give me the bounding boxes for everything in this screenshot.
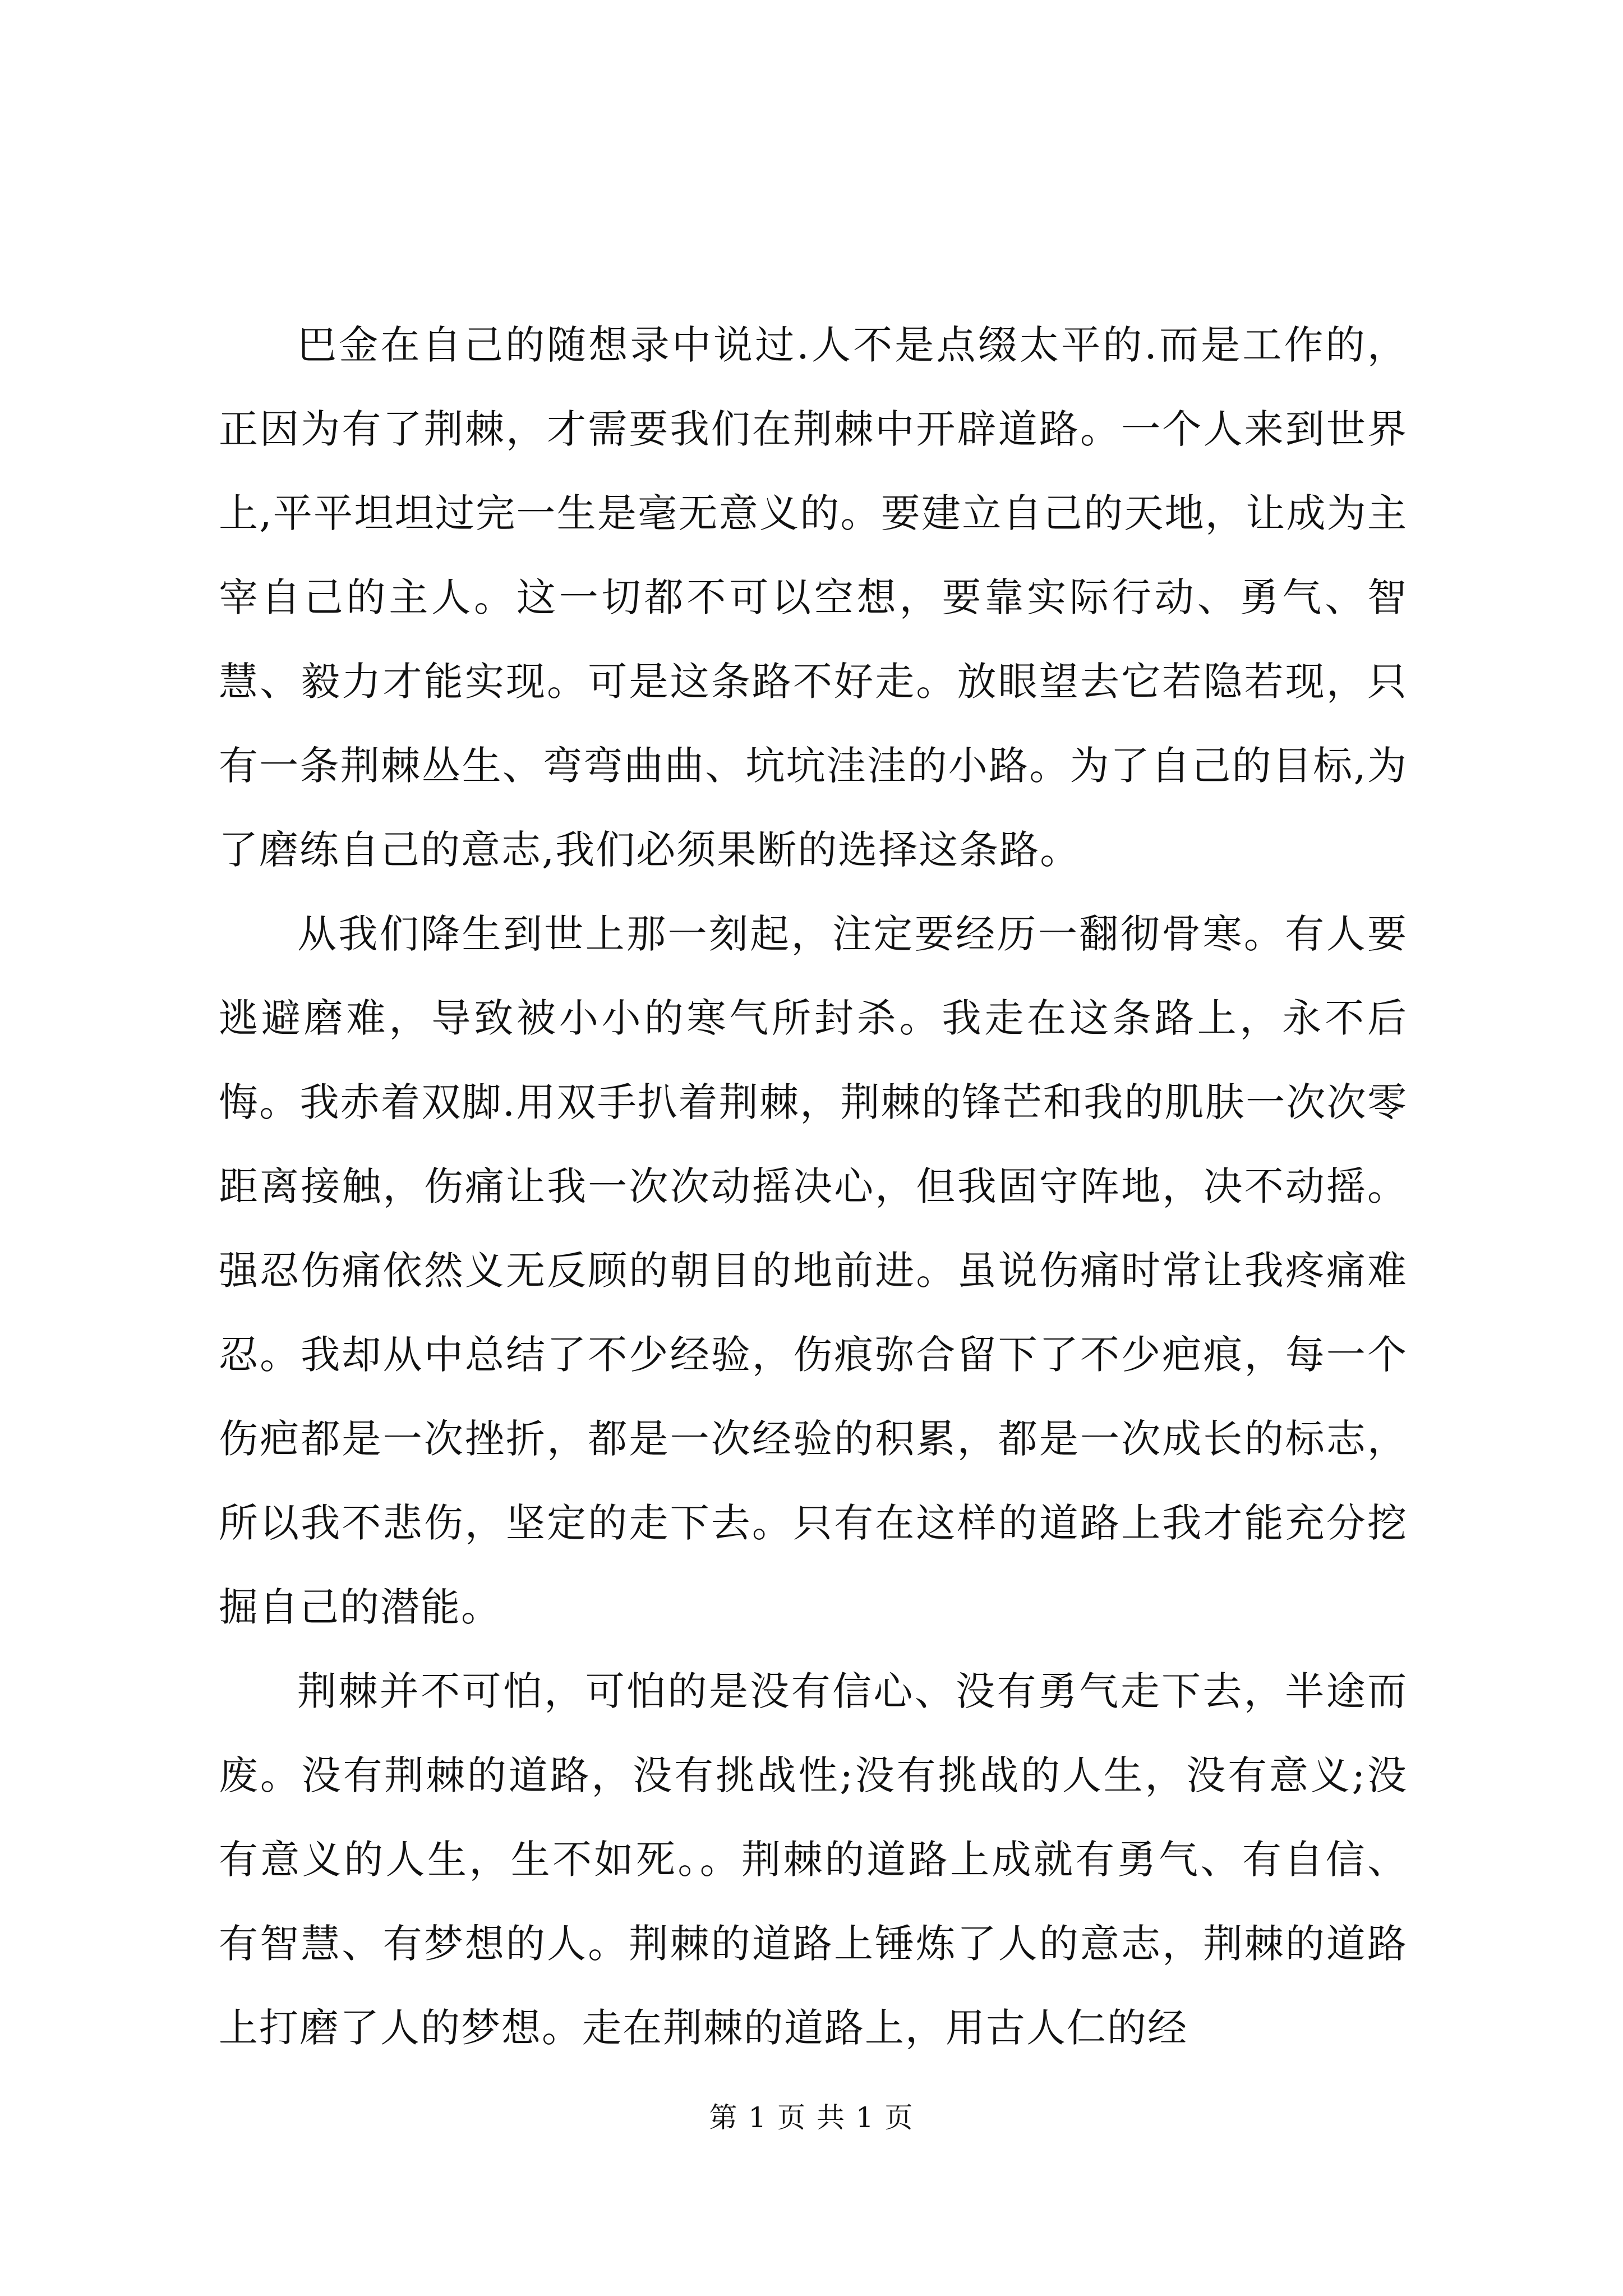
page-footer: 第 1 页 共 1 页 <box>709 2101 914 2134</box>
paragraph-3: 荆棘并不可怕，可怕的是没有信心、没有勇气走下去，半途而废。没有荆棘的道路，没有挑战性;没有挑战的人生，没有意义;没有意义的人生，生不如死。。荆棘的道路上成就有勇气、有自信、有智慧、有梦想的人。荆棘的道路上锤炼了人的意志，荆棘的道路上打磨了人的梦想。走在荆棘的道路上，用古人仁的经 <box>219 1668 1408 2051</box>
document-body <box>219 303 1408 2070</box>
paragraph-2: 从我们降生到世上那一刻起，注定要经历一翻彻骨寒。有人要逃避磨难，导致被小小的寒气所封杀。我走在这条路上，永不后悔。我赤着双脚.用双手扒着荆棘，荆棘的锋芒和我的肌肤一次次零距离接触，伤痛让我一次次动摇决心，但我固守阵地，决不动摇。强忍伤痛依然义无反顾的朝目的地前进。虽说伤痛时常让我疼痛难忍。我却从中总结了不少经验，伤痕弥合留下了不少疤痕，每一个伤疤都是一次挫折，都是一次经验的积累，都是一次成长的标志，所以我不悲伤，坚定的走下去。只有在这样的道路上我才能充分挖掘自己的潜能。 <box>219 911 1408 1630</box>
paragraph-1: 巴金在自己的随想录中说过.人不是点缀太平的.而是工作的，正因为有了荆棘，才需要我们在荆棘中开辟道路。一个人来到世界上,平平坦坦过完一生是毫无意义的。要建立自己的天地，让成为主宰自己的主人。这一切都不可以空想，要靠实际行动、勇气、智慧、毅力才能实现。可是这条路不好走。放眼望去它若隐若现，只有一条荆棘丛生、弯弯曲曲、坑坑洼洼的小路。为了自己的目标,为了磨练自己的意志,我们必须果断的选择这条路。 <box>219 322 1408 873</box>
